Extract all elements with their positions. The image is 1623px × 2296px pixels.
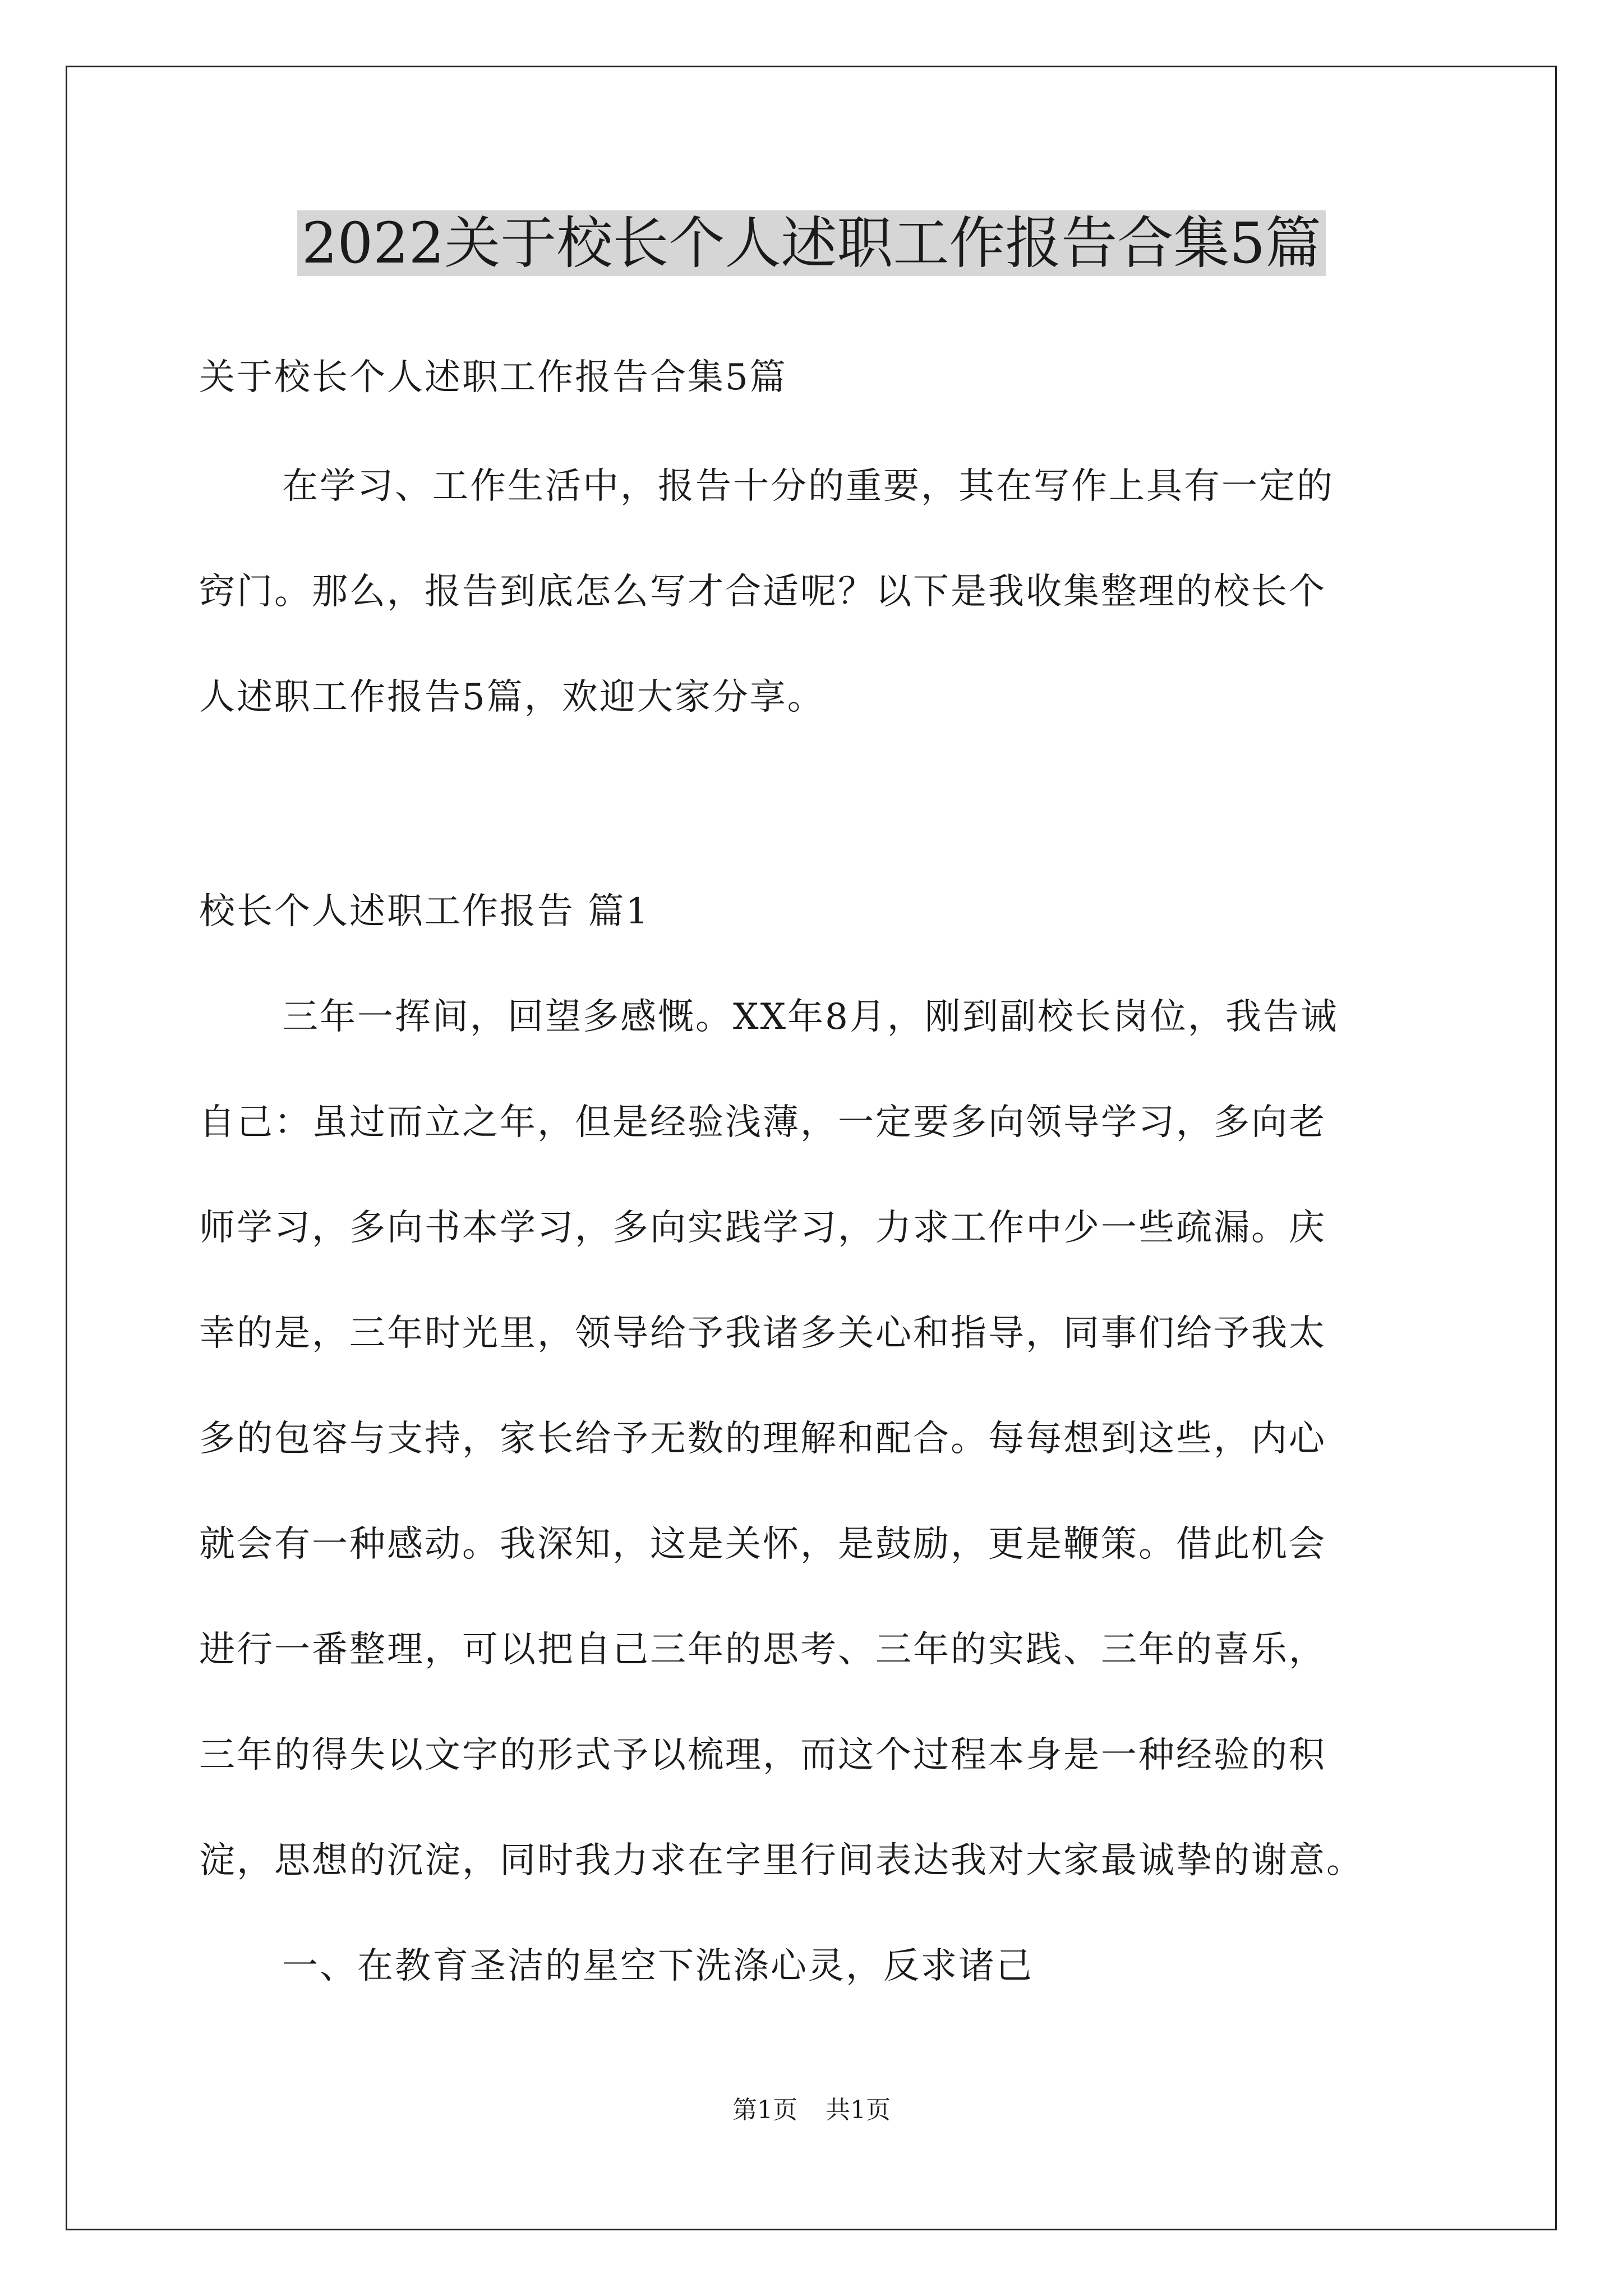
intro-line-3: 人述职工作报告5篇，欢迎大家分享。 — [199, 677, 825, 718]
intro-line-1: 在学习、工作生活中，报告十分的重要，其在写作上具有一定的 — [282, 466, 1334, 507]
body-line-5: 多的包容与支持，家长给予无数的理解和配合。每每想到这些，内心 — [199, 1418, 1326, 1460]
body-line-3: 师学习，多向书本学习，多向实践学习，力求工作中少一些疏漏。庆 — [199, 1207, 1326, 1249]
document-subtitle: 关于校长个人述职工作报告合集5篇 — [199, 357, 787, 398]
body-line-9: 淀，思想的沉淀，同时我力求在字里行间表达我对大家最诚挚的谢意。 — [199, 1840, 1364, 1881]
page-footer — [0, 2093, 1623, 2127]
point-heading-1: 一、在教育圣洁的星空下洗涤心灵，反求诸己 — [282, 1945, 1034, 1987]
body-line-2: 自己：虽过而立之年，但是经验浅薄，一定要多向领导学习，多向老 — [199, 1102, 1326, 1143]
body-line-7: 进行一番整理，可以把自己三年的思考、三年的实践、三年的喜乐， — [199, 1629, 1326, 1671]
intro-line-2: 窍门。那么，报告到底怎么写才合适呢？以下是我收集整理的校长个 — [199, 571, 1326, 613]
document-title-text: 2022关于校长个人述职工作报告合集5篇 — [297, 210, 1326, 276]
body-line-8: 三年的得失以文字的形式予以梳理，而这个过程本身是一种经验的积 — [199, 1734, 1326, 1776]
body-line-4: 幸的是，三年时光里，领导给予我诸多关心和指导，同事们给予我太 — [199, 1313, 1326, 1354]
section-heading: 校长个人述职工作报告 篇1 — [199, 891, 651, 932]
body-line-1: 三年一挥间，回望多感慨。XX年8月，刚到副校长岗位，我告诫 — [282, 996, 1338, 1038]
document-title — [0, 204, 1623, 283]
page-number: 第1页 — [732, 2096, 797, 2124]
page-total: 共1页 — [826, 2096, 891, 2124]
body-line-6: 就会有一种感动。我深知，这是关怀，是鼓励，更是鞭策。借此机会 — [199, 1524, 1326, 1565]
